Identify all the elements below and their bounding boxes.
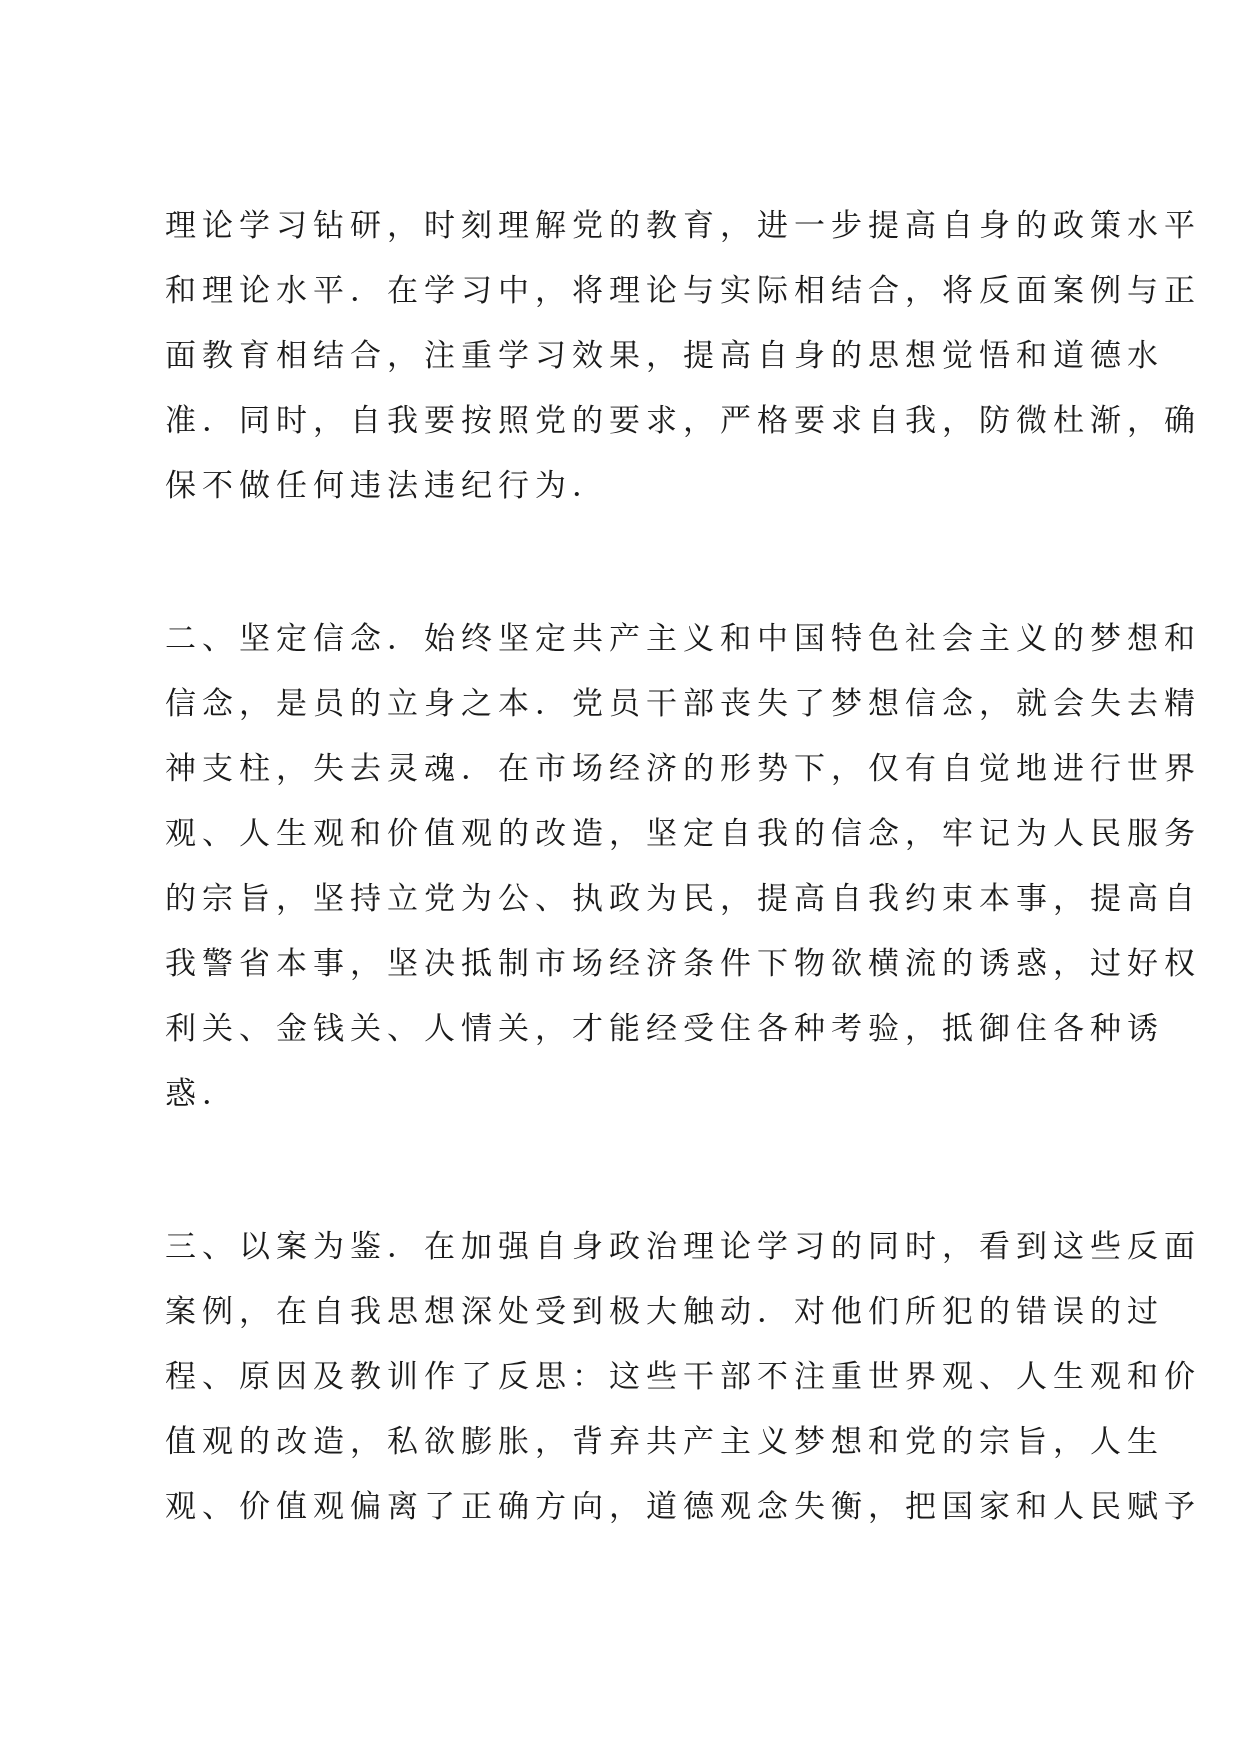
text-line: 观、价值观偏离了正确方向，道德观念失衡，把国家和人民赋予 xyxy=(165,1489,1201,1525)
text-line: 理论学习钻研，时刻理解党的教育，进一步提高自身的政策水平 xyxy=(165,208,1201,244)
text-line: 利关、金钱关、人情关，才能经受住各种考验，抵御住各种诱 xyxy=(165,1011,1164,1047)
text-line: 准．同时，自我要按照党的要求，严格要求自我，防微杜渐，确 xyxy=(165,403,1201,439)
text-line: 二、坚定信念．始终坚定共产主义和中国特色社会主义的梦想和 xyxy=(165,621,1201,657)
text-line: 和理论水平．在学习中，将理论与实际相结合，将反面案例与正 xyxy=(165,273,1201,309)
text-line: 我警省本事，坚决抵制市场经济条件下物欲横流的诱惑，过好权 xyxy=(165,946,1201,982)
text-line: 观、人生观和价值观的改造，坚定自我的信念，牢记为人民服务 xyxy=(165,816,1201,852)
text-line: 惑． xyxy=(165,1076,239,1112)
text-line: 的宗旨，坚持立党为公、执政为民，提高自我约束本事，提高自 xyxy=(165,881,1201,917)
text-line: 面教育相结合，注重学习效果，提高自身的思想觉悟和道德水 xyxy=(165,338,1164,374)
text-line: 值观的改造，私欲膨胀，背弃共产主义梦想和党的宗旨，人生 xyxy=(165,1424,1164,1460)
text-line: 信念，是员的立身之本．党员干部丧失了梦想信念，就会失去精 xyxy=(165,686,1201,722)
text-line: 程、原因及教训作了反思：这些干部不注重世界观、人生观和价 xyxy=(165,1359,1201,1395)
text-line: 案例，在自我思想深处受到极大触动．对他们所犯的错误的过 xyxy=(165,1294,1164,1330)
text-line: 保不做任何违法违纪行为． xyxy=(165,468,609,504)
text-line: 神支柱，失去灵魂．在市场经济的形势下，仅有自觉地进行世界 xyxy=(165,751,1201,787)
text-line: 三、以案为鉴．在加强自身政治理论学习的同时，看到这些反面 xyxy=(165,1229,1201,1265)
